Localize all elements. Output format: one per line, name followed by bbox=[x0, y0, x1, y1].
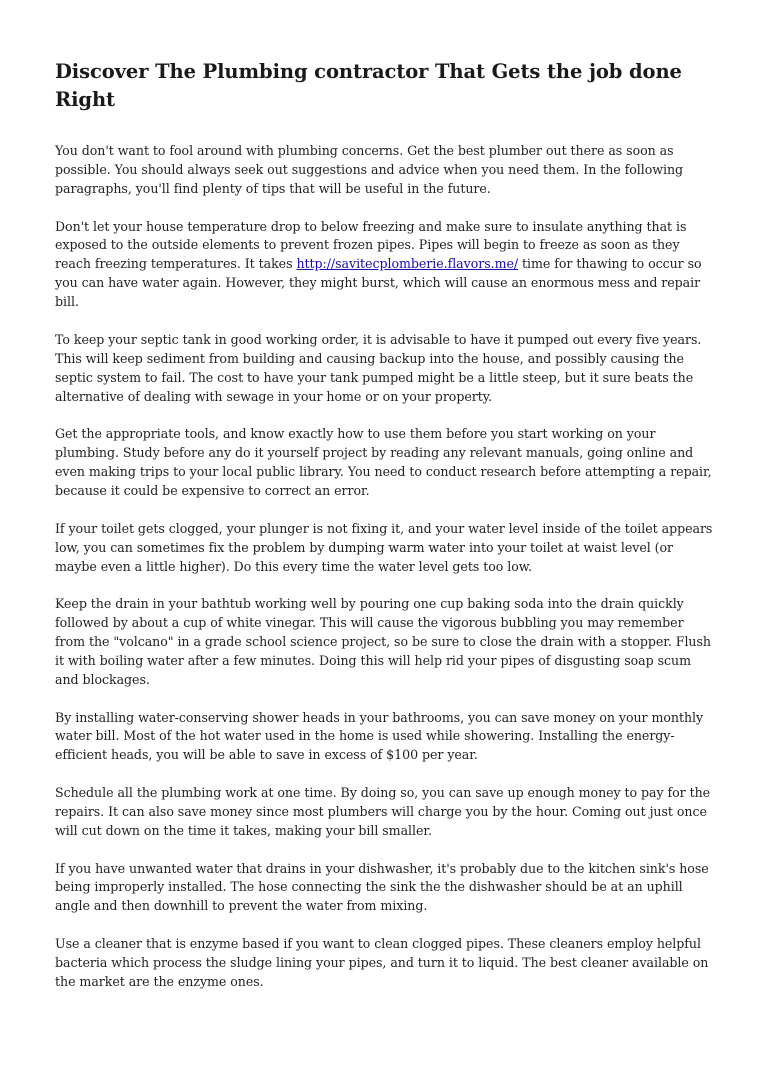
paragraph-frozen-pipes bbox=[55, 218, 715, 313]
paragraph-text-after-link: time for thawing to occur so you can have water again. However, they might burst, which will cause an enormous mess and repair bill. bbox=[55, 256, 702, 310]
document-title: Discover The Plumbing contractor That Gets the job done Right bbox=[55, 60, 682, 111]
paragraph-intro: You don't want to fool around with plumbing concerns. Get the best plumber out there as soon as possible. You should always seek out suggestions and advice when you need them. In the following paragraphs, you'll find plenty of tips that will be useful in the future. bbox=[55, 143, 684, 196]
paragraph-tools: Get the appropriate tools, and know exactly how to use them before you start working on your plumbing. Study before any do it yourself project by reading any relevant manuals, going online and even making trips to your local public library. You need to conduct research before attempting a repair, because it could be expensive to correct an error. bbox=[55, 426, 712, 498]
paragraph-bathtub-drain: Keep the drain in your bathtub working well by pouring one cup baking soda into the drain quickly followed by about a cup of white vinegar. This will cause the vigorous bubbling you may remember from the "volcano" in a grade school science project, so be sure to close the drain with a stopper. Flush it with boiling water after a few minutes. Doing this will help rid your pipes of disgusting soap scum and blockages. bbox=[55, 596, 711, 687]
paragraph-enzyme-cleaner: Use a cleaner that is enzyme based if you want to clean clogged pipes. These cleaners employ helpful bacteria which process the sludge lining your pipes, and turn it to liquid. The best cleaner available on the market are the enzyme ones. bbox=[55, 936, 709, 989]
paragraph-toilet: If your toilet gets clogged, your plunger is not fixing it, and your water level inside of the toilet appears low, you can sometimes fix the problem by dumping warm water into your toilet at waist level (or maybe even a little higher). Do this every time the water level gets too low. bbox=[55, 520, 713, 574]
paragraph-schedule: Schedule all the plumbing work at one time. By doing so, you can save up enough money to pay for the repairs. It can also save money since most plumbers will charge you by the hour. Coming out just once will cut down on the time it takes, making your bill smaller. bbox=[55, 785, 711, 838]
paragraph-septic-tank: To keep your septic tank in good working order, it is advisable to have it pumped out every five years. This will keep sediment from building and causing backup into the house, and possibly causing the septic system to fail. The cost to have your tank pumped might be a little steep, but it sure beats the alternative of dealing with sewage in your home or on your property. bbox=[55, 331, 702, 404]
paragraph-dishwasher: If you have unwanted water that drains in your dishwasher, it's probably due to the kitchen sink's hose being improperly installed. The hose connecting the sink the the dishwasher should be at an uphill angle and then downhill to prevent the water from mixing. bbox=[55, 860, 709, 914]
paragraph-text-before-link: Don't let your house temperature drop to below freezing and make sure to insulate anything that is exposed to the outside elements to prevent frozen pipes. Pipes will begin to freeze as soon as they reach freezing temperatures. It takes bbox=[55, 218, 687, 272]
document-page bbox=[55, 58, 715, 1011]
paragraph-shower-heads: By installing water-conserving shower heads in your bathrooms, you can save money on your monthly water bill. Most of the hot water used in the home is used while showering. Installing the energy-efficient heads, you will be able to save in excess of $100 per year. bbox=[55, 709, 704, 763]
savitec-plomberie-link[interactable]: http://savitecplomberie.flavors.me/ bbox=[296, 256, 519, 272]
